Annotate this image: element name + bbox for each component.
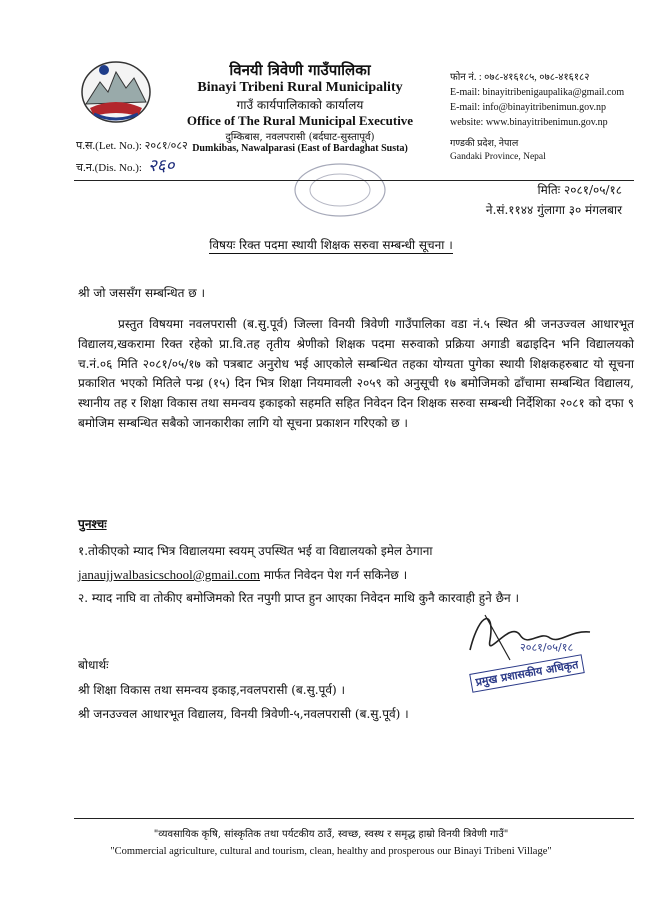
dispatch-label: च.न.(Dis. No.): — [76, 162, 142, 174]
postscript-heading: पुनश्चः — [78, 517, 107, 531]
cc-item: श्री जनउज्वल आधारभूत विद्यालय, विनयी त्रिवेणी-५,नवलपरासी (ब.सु.पूर्व) । — [78, 707, 409, 721]
date-block — [486, 180, 622, 220]
cc-heading: बोधार्थः — [78, 658, 109, 672]
province-np: गण्डकी प्रदेश, नेपाल — [450, 139, 519, 149]
reference-numbers — [76, 136, 188, 178]
cc-list — [78, 678, 409, 726]
dispatch-number: २६० — [147, 156, 175, 176]
email-text-2: E-mail: info@binayitribenimun.gov.np — [450, 102, 607, 113]
website-text: website: www.binayitribenimun.gov.np — [450, 117, 608, 128]
executive-office-en: Office of The Rural Municipal Executive — [186, 113, 414, 128]
subject-line: विषयः रिक्त पदमा स्थायी शिक्षक सरुवा सम्बन्धी सूचना । — [209, 238, 453, 252]
date-text: मितिः २०८१/०५/१८ — [537, 183, 622, 197]
body-paragraph: प्रस्तुत विषयमा नवलपरासी (ब.सु.पूर्व) जिल्ला विनयी त्रिवेणी गाउँपालिका वडा नं.५ स्थित श्री जनउज्वल आधारभूत विद्यालय,खकरामा रिक्त रहेको प्रा.वि.तह तृतीय श्रेणीको शिक्षक पदमा सरुवाको प्रक्रिया अगाडी बढाइदिन भनि विद्यालयको च.नं.०६ मिति २०८१/०५/१७ को पत्रबाट अनुरोध भई आएकोले सम्बन्धित तहका योग्यता पुगेका स्थायी शिक्षकहरुबाट यो सूचना प्रकाशित भएको मितिले पन्ध्र (१५) दिन भित्र शिक्षा नियमावली २०५९ को अनुसूची १७ बमोजिमको ढाँचामा सम्बन्धित विद्यालय, स्थानीय तह र शिक्षा विकास तथा समन्वय इकाइको सहमति सहित निवेदन दिन शिक्षक सरुवा सम्बन्धी निर्देशिका २०८१ को दफा ९ बमोजिम सम्बन्धित सबैको जानकारीका लागि यो सूचना प्रकाशन गरिएको छ । — [78, 317, 634, 430]
footer-rule — [74, 818, 634, 819]
province-en: Gandaki Province, Nepal — [450, 152, 546, 162]
office-name-np: विनयी त्रिवेणी गाउँपालिका — [229, 61, 371, 79]
note-item-1: १.तोकीएको म्याद भित्र विद्यालयमा स्वयम् उपस्थित भई वा विद्यालयको इमेल ठेगाना — [78, 544, 433, 558]
signature-date: २०८१/०५/१८ — [520, 641, 574, 654]
cc-item: श्री शिक्षा विकास तथा समन्वय इकाइ,नवलपरासी (ब.सु.पूर्व) । — [78, 683, 346, 697]
nepal-sambat-text: ने.सं.११४४ गुंलागा ३० मंगलबार — [485, 203, 622, 217]
slogan-np: "व्यवसायिक कृषि, सांस्कृतिक तथा पर्यटकीय ठाउँ, स्वच्छ, स्वस्थ र समृद्ध हाम्रो विनयी त्रिवेणी गाउँ" — [153, 829, 509, 840]
school-email-link[interactable]: janaujjwalbasicschool@gmail.com — [78, 567, 261, 582]
address-en: Dumkibas, Nawalparasi (East of Bardaghat Susta) — [192, 143, 408, 154]
address-np: दुम्किबास, नवलपरासी (बर्दघाट-सुस्तापूर्व) — [225, 132, 375, 143]
municipality-emblem — [76, 52, 156, 126]
executive-office-np: गाउँ कार्यपालिकाको कार्यालय — [236, 98, 364, 112]
letter-number: प.स.(Let. No.): २०८१/०८२ — [76, 140, 188, 152]
phone-text: फोन नं. : ०७८-४१६१८५, ०७८-४१६१८२ — [450, 72, 590, 83]
greeting: श्री जो जससँग सम्बन्धित छ । — [78, 286, 206, 300]
office-stamp — [290, 160, 390, 220]
slogan-en: "Commercial agriculture, cultural and tourism, clean, healthy and prosperous our Binayi Tribeni Village" — [110, 846, 552, 857]
office-name-en: Binayi Tribeni Rural Municipality — [197, 80, 403, 95]
email-text-1: E-mail: binayitribenigaupalika@gmail.com — [450, 87, 625, 98]
note-item-1-tail: मार्फत निवेदन पेश गर्न सकिनेछ । — [260, 568, 408, 582]
officer-stamp: प्रमुख प्रशासकीय अधिकृत — [469, 654, 585, 692]
note-item-2: २. म्याद नाघि वा तोकीए बमोजिमको रित नपुगी प्राप्त हुन आएका निवेदन माथि कुनै कारवाही हुने छैन । — [78, 591, 520, 605]
footer-slogan — [0, 826, 662, 860]
letterhead-center — [150, 60, 450, 154]
contact-block — [450, 70, 660, 164]
